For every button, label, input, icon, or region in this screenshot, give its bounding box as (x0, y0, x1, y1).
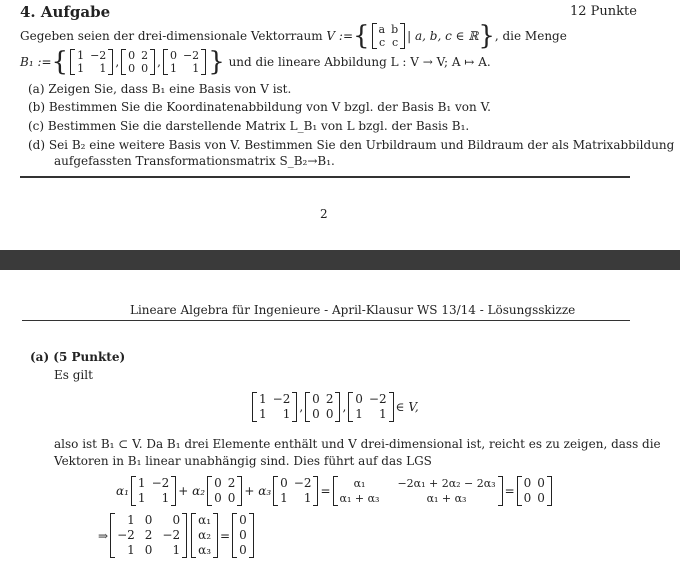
cell: α₁ + α₃ (339, 492, 380, 505)
cell: 1 (172, 543, 181, 557)
brace-open: { (353, 21, 370, 51)
b1-after: und die lineare Abbildung L : V → V; A ↦ A. (228, 55, 491, 69)
cell: 2 (141, 49, 149, 62)
cell: 0 (537, 491, 545, 505)
cell: 0 (355, 392, 363, 406)
system-matrix-line (98, 513, 256, 558)
solution-page (0, 270, 680, 567)
cell: 1 (127, 513, 135, 527)
plus-alpha-2: + α₂ (178, 484, 206, 498)
page-gap (0, 250, 680, 270)
implies: ⇒ (98, 528, 109, 543)
equals: = (504, 484, 515, 498)
header-rule (22, 320, 630, 321)
b1-matrix-2 (305, 392, 340, 422)
cell: 1 (378, 407, 387, 421)
cell: c (391, 36, 399, 49)
in-v: ∈ V, (395, 400, 419, 414)
cell: 0 (280, 476, 288, 490)
coefficient-matrix (110, 513, 187, 558)
cell: 0 (141, 62, 149, 75)
cell: −2 (368, 392, 387, 406)
cell: 1 (77, 49, 85, 62)
alpha-vector (191, 513, 218, 558)
part-label: (a) (5 Punkte) (30, 350, 126, 364)
page-number: 2 (320, 207, 328, 221)
cell: −2α₁ + 2α₂ − 2α₃ (397, 477, 496, 490)
cell: 0 (239, 543, 247, 557)
task-heading: 4. Aufgabe (20, 3, 111, 21)
para-1: also ist B₁ ⊂ V. Da B₁ drei Elemente enthält und V drei-dimensional ist, reicht es zu zeigen, dass die (54, 437, 661, 451)
cell: −2 (293, 476, 312, 490)
cell: 1 (99, 62, 107, 75)
brace-open: { (51, 47, 69, 77)
cell: c (378, 36, 386, 49)
cell: 1 (77, 62, 85, 75)
solution-header: Lineare Algebra für Ingenieure - April-Klausur WS 13/14 - Lösungsskizze (130, 303, 576, 317)
cell: 0 (169, 49, 177, 62)
lgs-equation (116, 476, 554, 506)
cell: α₁ (198, 513, 212, 527)
cell: 2 (325, 392, 334, 406)
para-2: Vektoren in B₁ linear unabhängig sind. Dies führt auf das LGS (54, 454, 432, 468)
brace-close: } (478, 21, 495, 51)
b1-matrix-2 (121, 49, 155, 75)
cell: α₁ (353, 477, 366, 490)
cell: 1 (169, 62, 177, 75)
cell: 0 (239, 513, 247, 527)
cell: 0 (312, 392, 320, 406)
task-points: 12 Punkte (570, 4, 637, 19)
v-def: V := (326, 29, 353, 43)
cell: −2 (182, 49, 200, 62)
alpha-1: α₁ (116, 484, 129, 498)
cell: 0 (128, 49, 136, 62)
intro-before: Gegeben seien der drei-dimensionale Vektorraum (20, 29, 323, 43)
cell: 1 (161, 491, 170, 505)
cell: 0 (239, 528, 247, 542)
cell: 1 (192, 62, 200, 75)
cell: 0 (214, 491, 222, 505)
cell: 1 (127, 543, 135, 557)
b1-matrix-3 (163, 49, 206, 75)
zero-matrix (517, 476, 552, 506)
cell: 0 (537, 476, 545, 490)
v-general-matrix (372, 23, 406, 49)
b1-matrix-3 (348, 392, 393, 422)
cell: a (378, 23, 386, 36)
cell: 2 (144, 528, 153, 542)
b1-matrix-1 (252, 392, 297, 422)
cell: −2 (151, 476, 170, 490)
task-b: (b) Bestimmen Sie die Koordinatenabbildung von V bzgl. der Basis B₁ von V. (28, 100, 491, 114)
task-d-cont: aufgefassten Transformationsmatrix S_B₂→B₁. (54, 154, 335, 168)
brace-close: } (208, 47, 225, 77)
es-gilt: Es gilt (54, 368, 93, 382)
membership-line: 1 −2 1 1 , 0 2 0 0 , 0 −2 1 1 ∈ V, (250, 392, 419, 422)
cell: b (391, 23, 399, 36)
cell: 1 (280, 491, 288, 505)
cell: 0 (312, 407, 320, 421)
zero-vector (232, 513, 254, 558)
b1-matrix-1 (131, 476, 176, 506)
plus-alpha-3: + α₃ (244, 484, 272, 498)
cell: 1 (282, 407, 291, 421)
cell: 1 (137, 491, 146, 505)
cell: −2 (90, 49, 107, 62)
cell: 0 (144, 513, 153, 527)
task-c: (c) Bestimmen Sie die darstellende Matrix L_B₁ von L bzgl. der Basis B₁. (28, 119, 470, 133)
b1-matrix-2 (207, 476, 242, 506)
divider (20, 176, 630, 178)
cell: 0 (523, 491, 532, 505)
cell: 2 (227, 476, 236, 490)
equals: = (220, 528, 231, 543)
cell: 1 (303, 491, 312, 505)
b1-def: B₁ := (20, 55, 52, 69)
cell: α₂ (198, 528, 212, 542)
task-d: (d) Sei B₂ eine weitere Basis von V. Bestimmen Sie den Urbildraum und Bildraum der als Matrixabbildung (28, 138, 675, 152)
cell: −2 (117, 528, 135, 542)
equals: = (320, 484, 331, 498)
cell: 1 (137, 476, 146, 490)
v-condition: | a, b, c ∈ ℝ (407, 29, 479, 43)
combined-matrix (333, 476, 503, 506)
b1-line: B₁ := { 1 −2 1 1 , 0 2 0 0 , 0 −2 1 1 } und die lineare Abbildung L : V → V; A ↦ A. (20, 47, 491, 77)
cell: 0 (128, 62, 136, 75)
cell: 0 (325, 407, 334, 421)
exam-page (0, 0, 680, 250)
cell: α₁ + α₃ (426, 492, 467, 505)
intro-after: , die Menge (494, 29, 567, 43)
cell: 0 (227, 491, 236, 505)
cell: −2 (162, 528, 181, 542)
cell: −2 (272, 392, 291, 406)
cell: 1 (355, 407, 363, 421)
cell: 0 (144, 543, 153, 557)
b1-matrix-1 (70, 49, 113, 75)
intro-line (20, 21, 567, 51)
task-a: (a) Zeigen Sie, dass B₁ eine Basis von V ist. (28, 82, 292, 96)
cell: 0 (214, 476, 222, 490)
b1-matrix-3 (273, 476, 318, 506)
cell: 0 (523, 476, 532, 490)
cell: 1 (259, 392, 267, 406)
cell: 1 (259, 407, 267, 421)
cell: 0 (172, 513, 181, 527)
cell: α₃ (198, 543, 212, 557)
